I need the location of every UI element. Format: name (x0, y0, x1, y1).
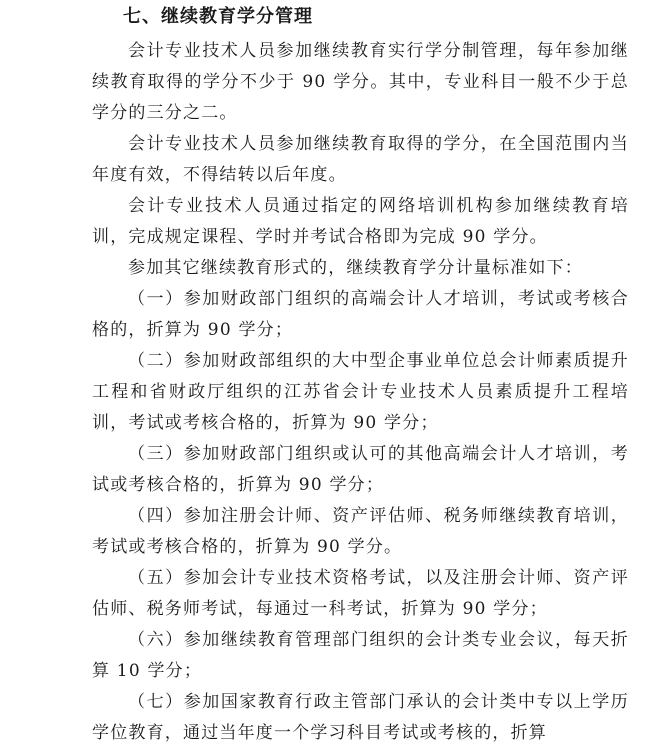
list-item-2: （二）参加财政部组织的大中型企事业单位总会计师素质提升工程和省财政厅组织的江苏省会计专业技术人员素质提升工程培训，考试或考核合格的，折算为 90 学分； (92, 351, 629, 433)
paragraph-other-forms: 参加其它继续教育形式的，继续教育学分计量标准如下： (128, 258, 583, 278)
list-item-4: （四）参加注册会计师、资产评估师、税务师继续教育培训，考试或考核合格的，折算为 90 学分。 (92, 506, 629, 557)
list-item-7: （七）参加国家教育行政主管部门承认的会计类中专以上学历学位教育，通过当年度一个学习科目考试或考核的，折算 (92, 692, 629, 743)
paragraph-online-training: 会计专业技术人员通过指定的网络培训机构参加继续教育培训，完成规定课程、学时并考试合格即为完成 90 学分。 (92, 196, 629, 247)
list-item-6: （六）参加继续教育管理部门组织的会计类专业会议，每天折算 10 学分； (92, 630, 629, 681)
paragraph-credit-system: 会计专业技术人员参加继续教育实行学分制管理，每年参加继续教育取得的学分不少于 90 学分。其中，专业科目一般不少于总学分的三分之二。 (92, 41, 629, 123)
section-heading: 七、继续教育学分管理 (123, 6, 313, 27)
paragraph-credit-validity: 会计专业技术人员参加继续教育取得的学分，在全国范围内当年度有效，不得结转以后年度。 (92, 134, 629, 185)
list-item-5: （五）参加会计专业技术资格考试，以及注册会计师、资产评估师、税务师考试，每通过一科考试，折算为 90 学分； (92, 568, 629, 619)
list-item-3: （三）参加财政部门组织或认可的其他高端会计人才培训，考试或考核合格的，折算为 90 学分； (92, 444, 629, 495)
list-item-1: （一）参加财政部门组织的高端会计人才培训，考试或考核合格的，折算为 90 学分； (92, 289, 629, 340)
